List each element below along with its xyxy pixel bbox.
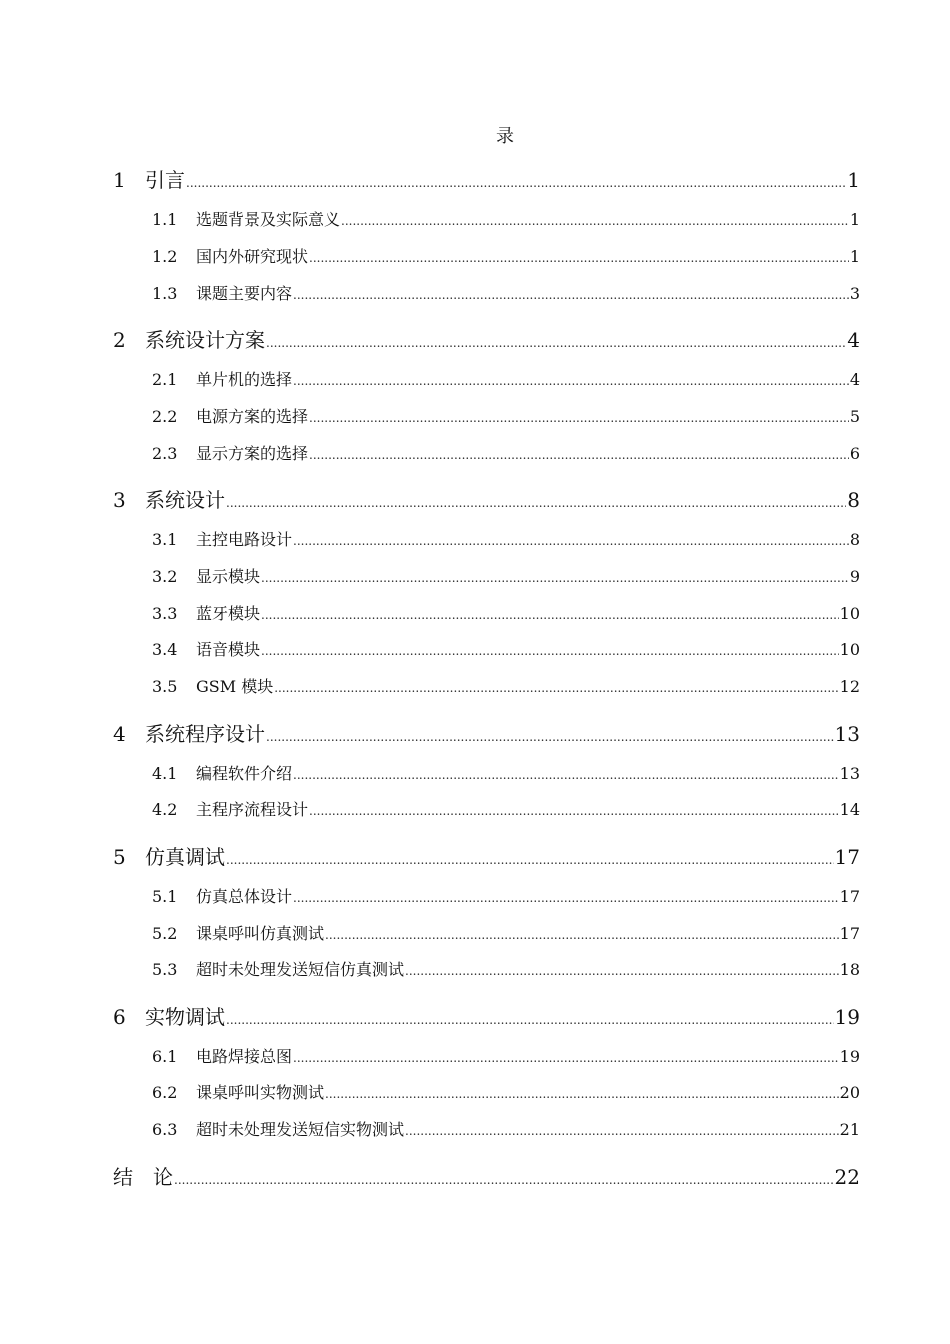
toc-entry-title: 显示方案的选择 [196, 444, 309, 463]
toc-section-entry[interactable] [152, 1080, 860, 1103]
toc-entry-number: 3 [113, 488, 126, 512]
toc-entry-page: 17 [839, 887, 860, 906]
toc-entry-page: 10 [839, 640, 860, 659]
toc-entry-title: 单片机的选择 [196, 370, 293, 389]
toc-entry-title: 电路焊接总图 [196, 1047, 293, 1066]
toc-dot-leader [293, 534, 849, 548]
toc-entry-title: 主控电路设计 [196, 530, 293, 549]
toc-entry-title: 蓝牙模块 [196, 604, 261, 623]
toc-dot-leader [293, 374, 849, 388]
toc-entry-page: 13 [834, 722, 860, 746]
toc-entry-page: 4 [849, 370, 860, 389]
toc-entry-number: 1.1 [152, 210, 178, 229]
toc-section-entry[interactable] [152, 601, 860, 624]
toc-dot-leader [293, 288, 849, 302]
toc-section-entry[interactable] [152, 367, 860, 390]
toc-dot-leader [325, 928, 839, 942]
toc-dot-leader [341, 214, 849, 228]
toc-entry-title: 课桌呼叫仿真测试 [196, 924, 325, 943]
toc-entry-title: 电源方案的选择 [196, 407, 309, 426]
toc-entry-title: 结 论 [113, 1165, 173, 1189]
toc-entry-title: 主程序流程设计 [196, 800, 309, 819]
toc-entry-page: 22 [834, 1165, 860, 1189]
toc-entry-title: 超时未处理发送短信实物测试 [196, 1120, 405, 1139]
toc-section-entry[interactable] [152, 281, 860, 304]
toc-section-entry[interactable] [152, 884, 860, 907]
toc-entry-number: 2.1 [152, 370, 178, 389]
toc-dot-leader [261, 571, 849, 585]
toc-section-entry[interactable] [152, 1044, 860, 1067]
toc-dot-leader [226, 496, 846, 510]
toc-entry-page: 13 [839, 764, 860, 783]
toc-dot-leader [226, 853, 834, 867]
toc-entry-title: 课桌呼叫实物测试 [196, 1083, 325, 1102]
toc-dot-leader [309, 411, 849, 425]
toc-entry-title: 引言 [145, 168, 185, 192]
toc-entry-number: 6.2 [152, 1083, 178, 1102]
toc-entry-number: 2.2 [152, 407, 178, 426]
toc-entry-title: 语音模块 [196, 640, 261, 659]
toc-entry-page: 1 [849, 210, 860, 229]
toc-entry-number: 2.3 [152, 444, 178, 463]
toc-entry-page: 20 [839, 1083, 860, 1102]
toc-dot-leader [174, 1173, 834, 1187]
toc-entry-page: 9 [849, 567, 860, 586]
toc-entry-page: 3 [849, 284, 860, 303]
toc-entry-page: 1 [849, 247, 860, 266]
toc-section-entry[interactable] [152, 564, 860, 587]
toc-entry-page: 19 [839, 1047, 860, 1066]
toc-entry-number: 6.1 [152, 1047, 178, 1066]
toc-dot-leader [325, 1087, 839, 1101]
toc-entry-title: 超时未处理发送短信仿真测试 [196, 960, 405, 979]
toc-section-entry[interactable] [152, 527, 860, 550]
toc-chapter-entry[interactable] [113, 484, 860, 513]
toc-section-entry[interactable] [152, 957, 860, 980]
toc-entry-title: 国内外研究现状 [196, 247, 309, 266]
toc-section-entry[interactable] [152, 797, 860, 820]
toc-entry-page: 4 [847, 328, 860, 352]
page-title: 录 [496, 126, 514, 147]
toc-entry-page: 12 [839, 677, 860, 696]
toc-section-entry[interactable] [152, 1117, 860, 1140]
toc-dot-leader [405, 964, 839, 978]
toc-entry-page: 19 [834, 1005, 860, 1029]
toc-dot-leader [309, 251, 849, 265]
toc-entry-number: 3.3 [152, 604, 178, 623]
toc-entry-page: 8 [847, 488, 860, 512]
toc-section-entry[interactable] [152, 404, 860, 427]
toc-entry-number: 5.3 [152, 960, 178, 979]
toc-entry-page: 17 [839, 924, 860, 943]
toc-entry-title: 系统设计方案 [145, 328, 265, 352]
toc-entry-number: 3.1 [152, 530, 178, 549]
toc-entry-page: 1 [847, 168, 860, 192]
toc-dot-leader [261, 608, 839, 622]
toc-dot-leader [293, 768, 839, 782]
toc-section-entry[interactable] [152, 441, 860, 464]
toc-entry-page: 17 [834, 845, 860, 869]
toc-entry-number: 3.5 [152, 677, 178, 696]
toc-entry-title: 仿真总体设计 [196, 887, 293, 906]
toc-dot-leader [261, 644, 839, 658]
toc-entry-number: 1.2 [152, 247, 178, 266]
toc-dot-leader [266, 730, 834, 744]
toc-dot-leader [309, 448, 849, 462]
toc-dot-leader [405, 1124, 839, 1138]
toc-entry-title: GSM 模块 [196, 677, 274, 696]
toc-entry-number: 6 [113, 1005, 126, 1029]
toc-entry-page: 21 [839, 1120, 860, 1139]
toc-entry-number: 5 [113, 845, 126, 869]
toc-entry-number: 4 [113, 722, 126, 746]
toc-entry-number: 4.2 [152, 800, 178, 819]
toc-entry-title: 编程软件介绍 [196, 764, 293, 783]
toc-entry-number: 4.1 [152, 764, 178, 783]
toc-entry-page: 6 [849, 444, 860, 463]
toc-entry-number: 5.1 [152, 887, 178, 906]
toc-chapter-entry[interactable] [113, 718, 860, 747]
toc-section-entry[interactable] [152, 674, 860, 697]
toc-dot-leader [293, 1051, 839, 1065]
toc-entry-title: 实物调试 [145, 1005, 225, 1029]
toc-section-entry[interactable] [152, 637, 860, 660]
toc-dot-leader [266, 336, 846, 350]
toc-dot-leader [293, 891, 839, 905]
toc-chapter-entry[interactable] [113, 1001, 860, 1030]
toc-entry-number: 3.2 [152, 567, 178, 586]
toc-entry-number: 1.3 [152, 284, 178, 303]
toc-entry-number: 2 [113, 328, 126, 352]
toc-entry-page: 8 [849, 530, 860, 549]
toc-section-entry[interactable] [152, 921, 860, 944]
toc-section-entry[interactable] [152, 761, 860, 784]
toc-dot-leader [186, 176, 846, 190]
toc-entry-title: 课题主要内容 [196, 284, 293, 303]
toc-dot-leader [274, 681, 838, 695]
toc-entry-title: 仿真调试 [145, 845, 225, 869]
toc-chapter-entry[interactable] [113, 1161, 860, 1190]
toc-section-entry[interactable] [152, 244, 860, 267]
toc-entry-number: 6.3 [152, 1120, 178, 1139]
toc-entry-number: 1 [113, 168, 126, 192]
toc-entry-page: 18 [839, 960, 860, 979]
toc-chapter-entry[interactable] [113, 164, 860, 193]
toc-entry-page: 10 [839, 604, 860, 623]
toc-entry-number: 3.4 [152, 640, 178, 659]
toc-chapter-entry[interactable] [113, 324, 860, 353]
toc-entry-title: 显示模块 [196, 567, 261, 586]
toc-entry-number: 5.2 [152, 924, 178, 943]
toc-entry-page: 5 [849, 407, 860, 426]
toc-dot-leader [309, 804, 839, 818]
toc-entry-page: 14 [839, 800, 860, 819]
toc-section-entry[interactable] [152, 207, 860, 230]
toc-dot-leader [226, 1013, 834, 1027]
toc-entry-title: 系统程序设计 [145, 722, 265, 746]
toc-chapter-entry[interactable] [113, 841, 860, 870]
toc-entry-title: 系统设计 [145, 488, 225, 512]
toc-entry-title: 选题背景及实际意义 [196, 210, 341, 229]
